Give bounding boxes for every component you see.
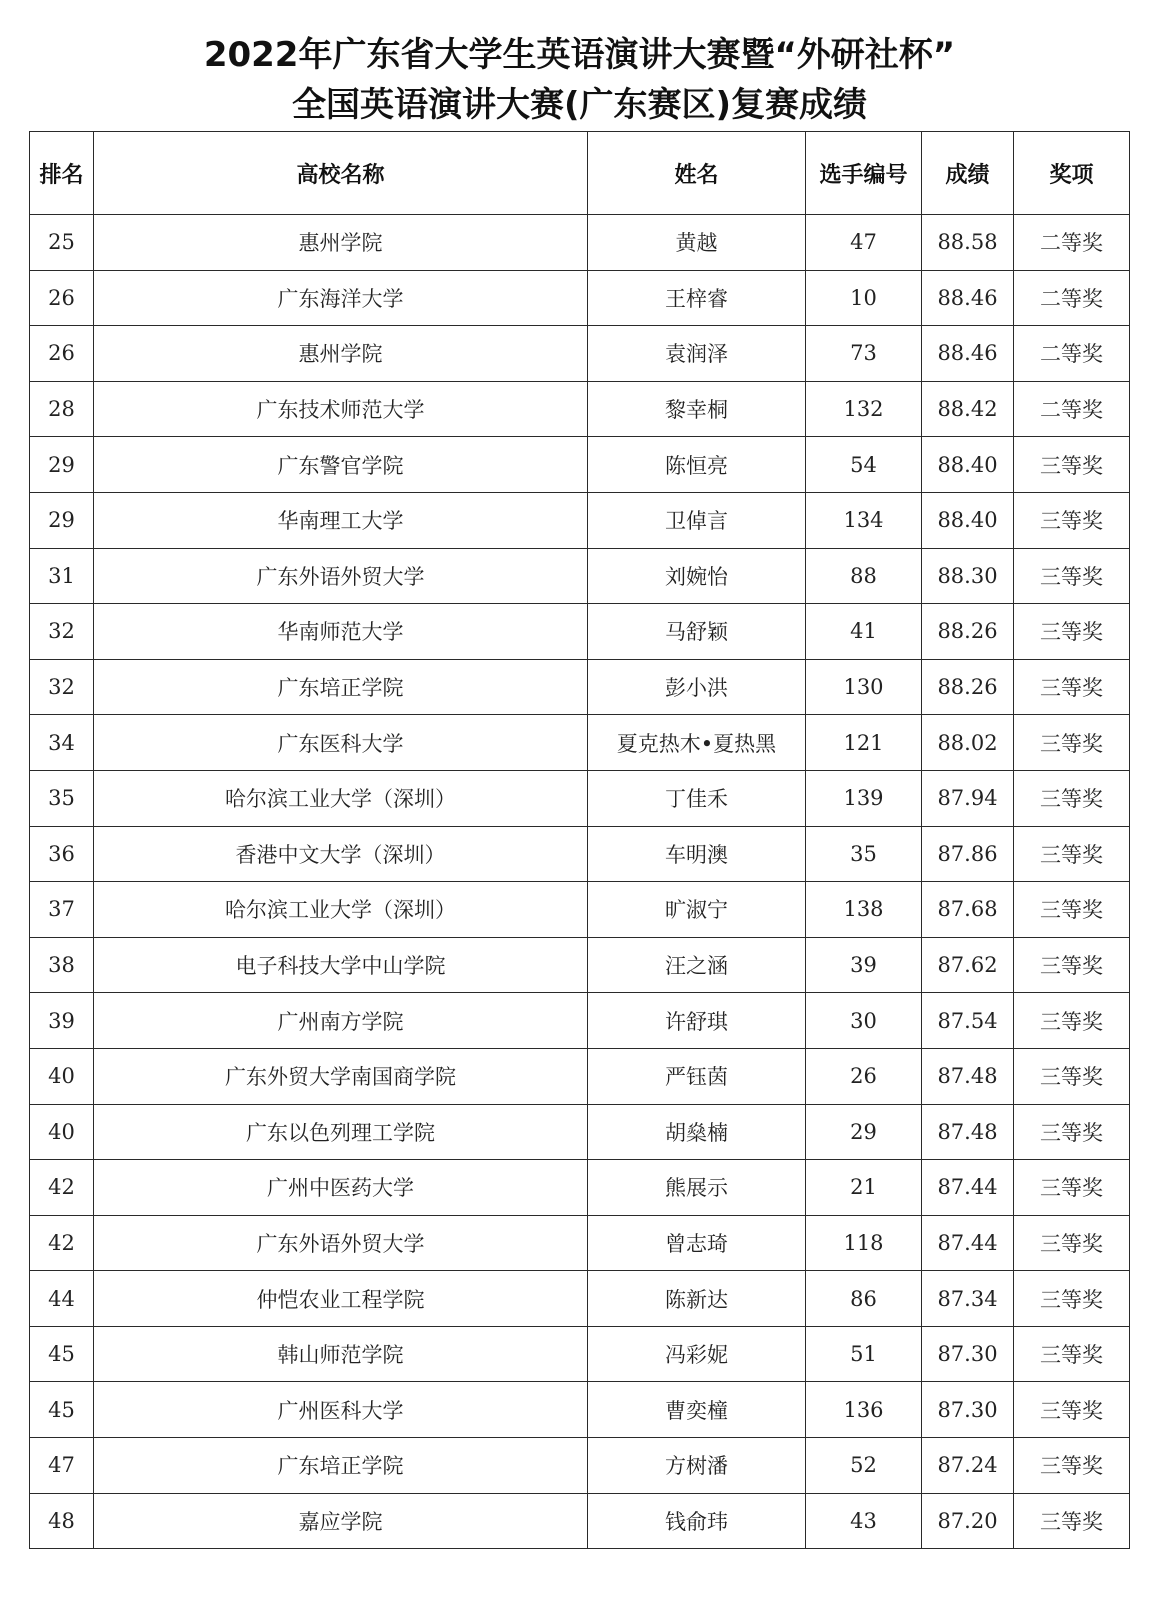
cell-rank: 40 xyxy=(30,1048,94,1104)
cell-name: 彭小洪 xyxy=(588,659,806,715)
table-row xyxy=(30,548,1130,604)
results-table xyxy=(29,131,1130,1549)
cell-name: 车明澳 xyxy=(588,826,806,882)
cell-score: 87.24 xyxy=(922,1438,1014,1494)
cell-school: 惠州学院 xyxy=(94,326,588,382)
cell-score: 87.54 xyxy=(922,993,1014,1049)
table-row xyxy=(30,1215,1130,1271)
cell-contestant-number: 52 xyxy=(806,1438,922,1494)
cell-school: 哈尔滨工业大学（深圳） xyxy=(94,770,588,826)
table-header-row xyxy=(30,132,1130,215)
cell-contestant-number: 88 xyxy=(806,548,922,604)
cell-contestant-number: 10 xyxy=(806,270,922,326)
table-row xyxy=(30,1160,1130,1216)
cell-contestant-number: 47 xyxy=(806,215,922,271)
cell-school: 广州中医药大学 xyxy=(94,1160,588,1216)
cell-contestant-number: 73 xyxy=(806,326,922,382)
cell-contestant-number: 86 xyxy=(806,1271,922,1327)
cell-score: 87.44 xyxy=(922,1215,1014,1271)
cell-award: 三等奖 xyxy=(1014,659,1130,715)
cell-award: 二等奖 xyxy=(1014,215,1130,271)
cell-score: 88.26 xyxy=(922,604,1014,660)
cell-award: 三等奖 xyxy=(1014,1215,1130,1271)
cell-contestant-number: 132 xyxy=(806,381,922,437)
cell-rank: 29 xyxy=(30,492,94,548)
cell-contestant-number: 118 xyxy=(806,1215,922,1271)
table-row xyxy=(30,1382,1130,1438)
cell-rank: 48 xyxy=(30,1493,94,1549)
cell-score: 88.40 xyxy=(922,437,1014,493)
cell-contestant-number: 29 xyxy=(806,1104,922,1160)
cell-award: 三等奖 xyxy=(1014,770,1130,826)
cell-school: 广东技术师范大学 xyxy=(94,381,588,437)
cell-name: 丁佳禾 xyxy=(588,770,806,826)
cell-rank: 29 xyxy=(30,437,94,493)
cell-name: 曹奕橦 xyxy=(588,1382,806,1438)
table-row xyxy=(30,715,1130,771)
cell-school: 华南师范大学 xyxy=(94,604,588,660)
table-row xyxy=(30,270,1130,326)
cell-award: 三等奖 xyxy=(1014,882,1130,938)
cell-score: 88.42 xyxy=(922,381,1014,437)
cell-name: 陈新达 xyxy=(588,1271,806,1327)
table-row xyxy=(30,381,1130,437)
cell-rank: 39 xyxy=(30,993,94,1049)
cell-rank: 34 xyxy=(30,715,94,771)
header-contestant-number: 选手编号 xyxy=(806,132,922,215)
cell-award: 三等奖 xyxy=(1014,715,1130,771)
cell-school: 广东警官学院 xyxy=(94,437,588,493)
cell-school: 惠州学院 xyxy=(94,215,588,271)
cell-rank: 32 xyxy=(30,604,94,660)
results-body xyxy=(30,215,1130,1549)
cell-score: 88.40 xyxy=(922,492,1014,548)
table-row xyxy=(30,326,1130,382)
cell-score: 87.30 xyxy=(922,1326,1014,1382)
cell-award: 三等奖 xyxy=(1014,437,1130,493)
cell-award: 三等奖 xyxy=(1014,1271,1130,1327)
cell-rank: 36 xyxy=(30,826,94,882)
table-row xyxy=(30,1048,1130,1104)
cell-school: 电子科技大学中山学院 xyxy=(94,937,588,993)
cell-school: 广东外贸大学南国商学院 xyxy=(94,1048,588,1104)
table-row xyxy=(30,215,1130,271)
cell-score: 87.62 xyxy=(922,937,1014,993)
cell-school: 韩山师范学院 xyxy=(94,1326,588,1382)
cell-contestant-number: 51 xyxy=(806,1326,922,1382)
cell-award: 三等奖 xyxy=(1014,1160,1130,1216)
cell-contestant-number: 54 xyxy=(806,437,922,493)
cell-contestant-number: 136 xyxy=(806,1382,922,1438)
cell-contestant-number: 39 xyxy=(806,937,922,993)
table-row xyxy=(30,826,1130,882)
cell-award: 三等奖 xyxy=(1014,1048,1130,1104)
cell-award: 三等奖 xyxy=(1014,604,1130,660)
cell-score: 87.20 xyxy=(922,1493,1014,1549)
cell-rank: 42 xyxy=(30,1215,94,1271)
cell-name: 夏克热木•夏热黑 xyxy=(588,715,806,771)
cell-score: 88.58 xyxy=(922,215,1014,271)
cell-score: 87.68 xyxy=(922,882,1014,938)
cell-name: 汪之涵 xyxy=(588,937,806,993)
header-score: 成绩 xyxy=(922,132,1014,215)
cell-name: 刘婉怡 xyxy=(588,548,806,604)
header-rank: 排名 xyxy=(30,132,94,215)
cell-contestant-number: 43 xyxy=(806,1493,922,1549)
cell-contestant-number: 30 xyxy=(806,993,922,1049)
table-row xyxy=(30,604,1130,660)
cell-name: 许舒琪 xyxy=(588,993,806,1049)
cell-rank: 45 xyxy=(30,1382,94,1438)
cell-award: 三等奖 xyxy=(1014,937,1130,993)
cell-award: 三等奖 xyxy=(1014,826,1130,882)
cell-contestant-number: 41 xyxy=(806,604,922,660)
cell-award: 二等奖 xyxy=(1014,270,1130,326)
cell-school: 广州南方学院 xyxy=(94,993,588,1049)
cell-school: 广东以色列理工学院 xyxy=(94,1104,588,1160)
title-line-1: 2022年广东省大学生英语演讲大赛暨“外研社杯” xyxy=(203,35,956,75)
cell-rank: 37 xyxy=(30,882,94,938)
cell-contestant-number: 121 xyxy=(806,715,922,771)
cell-name: 马舒颖 xyxy=(588,604,806,660)
table-row xyxy=(30,882,1130,938)
cell-school: 香港中文大学（深圳） xyxy=(94,826,588,882)
cell-contestant-number: 130 xyxy=(806,659,922,715)
cell-name: 黄越 xyxy=(588,215,806,271)
cell-score: 87.30 xyxy=(922,1382,1014,1438)
cell-rank: 47 xyxy=(30,1438,94,1494)
cell-name: 钱俞玮 xyxy=(588,1493,806,1549)
cell-score: 88.26 xyxy=(922,659,1014,715)
table-row xyxy=(30,993,1130,1049)
cell-score: 88.02 xyxy=(922,715,1014,771)
cell-name: 严钰茵 xyxy=(588,1048,806,1104)
cell-name: 黎幸桐 xyxy=(588,381,806,437)
table-row xyxy=(30,1438,1130,1494)
table-row xyxy=(30,937,1130,993)
cell-school: 广东外语外贸大学 xyxy=(94,1215,588,1271)
cell-rank: 32 xyxy=(30,659,94,715)
cell-rank: 26 xyxy=(30,270,94,326)
cell-score: 87.86 xyxy=(922,826,1014,882)
document-title xyxy=(0,30,1159,130)
table-row xyxy=(30,659,1130,715)
cell-score: 88.30 xyxy=(922,548,1014,604)
cell-school: 广东外语外贸大学 xyxy=(94,548,588,604)
table-row xyxy=(30,437,1130,493)
cell-name: 胡燊楠 xyxy=(588,1104,806,1160)
table-row xyxy=(30,492,1130,548)
cell-score: 88.46 xyxy=(922,270,1014,326)
cell-award: 三等奖 xyxy=(1014,993,1130,1049)
cell-contestant-number: 138 xyxy=(806,882,922,938)
table-row xyxy=(30,1493,1130,1549)
cell-school: 广东培正学院 xyxy=(94,659,588,715)
cell-award: 三等奖 xyxy=(1014,1382,1130,1438)
cell-rank: 44 xyxy=(30,1271,94,1327)
cell-score: 87.44 xyxy=(922,1160,1014,1216)
cell-award: 三等奖 xyxy=(1014,492,1130,548)
cell-award: 三等奖 xyxy=(1014,1493,1130,1549)
cell-rank: 40 xyxy=(30,1104,94,1160)
table-row xyxy=(30,1104,1130,1160)
cell-school: 广东医科大学 xyxy=(94,715,588,771)
cell-rank: 45 xyxy=(30,1326,94,1382)
cell-contestant-number: 139 xyxy=(806,770,922,826)
cell-school: 广州医科大学 xyxy=(94,1382,588,1438)
cell-score: 88.46 xyxy=(922,326,1014,382)
cell-name: 陈恒亮 xyxy=(588,437,806,493)
title-line-2: 全国英语演讲大赛(广东赛区)复赛成绩 xyxy=(291,85,868,125)
table-row xyxy=(30,1271,1130,1327)
cell-name: 袁润泽 xyxy=(588,326,806,382)
header-name: 姓名 xyxy=(588,132,806,215)
cell-rank: 42 xyxy=(30,1160,94,1216)
cell-name: 王梓睿 xyxy=(588,270,806,326)
cell-name: 熊展示 xyxy=(588,1160,806,1216)
cell-contestant-number: 35 xyxy=(806,826,922,882)
cell-name: 曾志琦 xyxy=(588,1215,806,1271)
cell-score: 87.48 xyxy=(922,1104,1014,1160)
table-row xyxy=(30,1326,1130,1382)
cell-name: 卫倬言 xyxy=(588,492,806,548)
cell-rank: 28 xyxy=(30,381,94,437)
cell-award: 二等奖 xyxy=(1014,326,1130,382)
cell-school: 仲恺农业工程学院 xyxy=(94,1271,588,1327)
cell-award: 二等奖 xyxy=(1014,381,1130,437)
cell-rank: 35 xyxy=(30,770,94,826)
cell-score: 87.48 xyxy=(922,1048,1014,1104)
cell-school: 广东培正学院 xyxy=(94,1438,588,1494)
cell-contestant-number: 21 xyxy=(806,1160,922,1216)
cell-name: 旷淑宁 xyxy=(588,882,806,938)
cell-award: 三等奖 xyxy=(1014,1104,1130,1160)
cell-rank: 26 xyxy=(30,326,94,382)
cell-award: 三等奖 xyxy=(1014,548,1130,604)
cell-contestant-number: 134 xyxy=(806,492,922,548)
cell-contestant-number: 26 xyxy=(806,1048,922,1104)
cell-award: 三等奖 xyxy=(1014,1326,1130,1382)
cell-award: 三等奖 xyxy=(1014,1438,1130,1494)
cell-name: 冯彩妮 xyxy=(588,1326,806,1382)
cell-school: 广东海洋大学 xyxy=(94,270,588,326)
cell-school: 华南理工大学 xyxy=(94,492,588,548)
cell-rank: 31 xyxy=(30,548,94,604)
cell-school: 嘉应学院 xyxy=(94,1493,588,1549)
cell-rank: 38 xyxy=(30,937,94,993)
header-school: 高校名称 xyxy=(94,132,588,215)
table-row xyxy=(30,770,1130,826)
header-award: 奖项 xyxy=(1014,132,1130,215)
cell-school: 哈尔滨工业大学（深圳） xyxy=(94,882,588,938)
cell-rank: 25 xyxy=(30,215,94,271)
cell-name: 方树潘 xyxy=(588,1438,806,1494)
cell-score: 87.94 xyxy=(922,770,1014,826)
cell-score: 87.34 xyxy=(922,1271,1014,1327)
